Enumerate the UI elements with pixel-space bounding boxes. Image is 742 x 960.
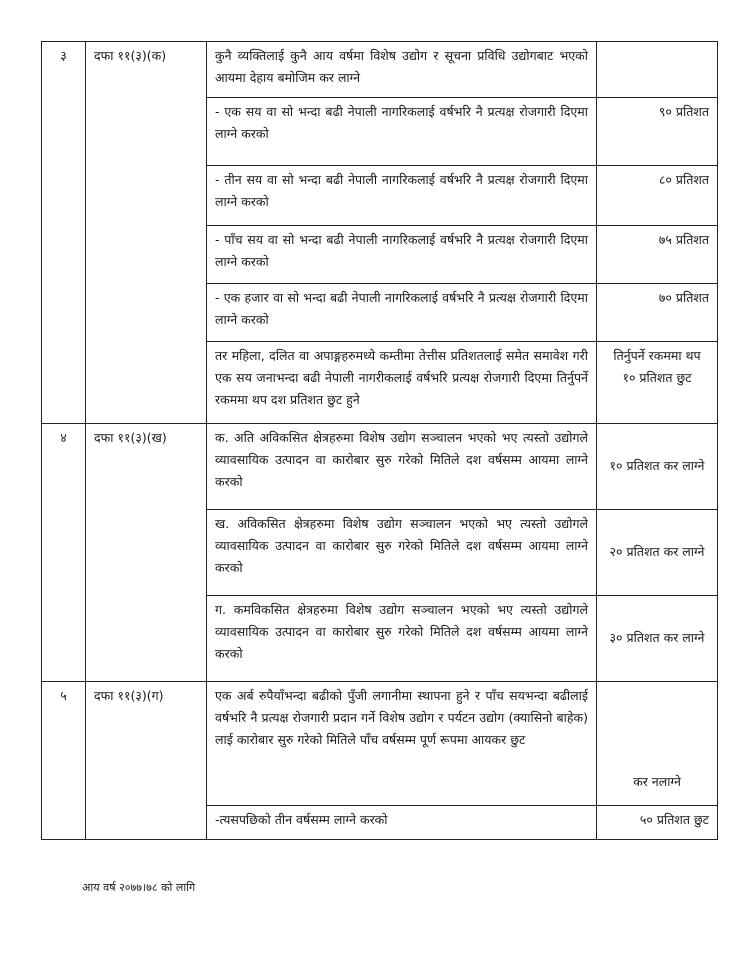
provision-text: ख. अविकसित क्षेत्रहरुमा विशेष उद्योग सञ्चालन भएको भए त्यस्तो उद्योगले व्यावसायिक उत्पादन वा कारोबार सुरु गरेको मितिले दश वर्षसम्म आयमा लाग्ने करको bbox=[207, 510, 597, 596]
section-reference: दफा ११(३)(ग) bbox=[86, 682, 207, 840]
serial-number: ३ bbox=[42, 42, 86, 424]
table-row bbox=[42, 42, 718, 98]
provision-text: - एक सय वा सो भन्दा बढी नेपाली नागरिकलाई वर्षभरि नै प्रत्यक्ष रोजगारी दिएमा लाग्ने करको bbox=[207, 98, 597, 166]
tax-rate-table bbox=[41, 41, 718, 840]
table-row bbox=[42, 682, 718, 806]
rate-cell: ८० प्रतिशत bbox=[597, 166, 718, 226]
rate-cell: कर नलाग्ने bbox=[597, 682, 718, 806]
rate-cell: ९० प्रतिशत bbox=[597, 98, 718, 166]
rate-cell: ७५ प्रतिशत bbox=[597, 226, 718, 284]
rate-cell bbox=[597, 42, 718, 98]
provision-text: कुनै व्यक्तिलाई कुनै आय वर्षमा विशेष उद्योग र सूचना प्रविधि उद्योगबाट भएको आयमा देहाय बमोजिम कर लाग्ने bbox=[207, 42, 597, 98]
provision-text: - तीन सय वा सो भन्दा बढी नेपाली नागरिकलाई वर्षभरि नै प्रत्यक्ष रोजगारी दिएमा लाग्ने करको bbox=[207, 166, 597, 226]
table-row bbox=[42, 424, 718, 510]
provision-text: क. अति अविकसित क्षेत्रहरुमा विशेष उद्योग सञ्चालन भएको भए त्यस्तो उद्योगले व्यावसायिक उत्पादन वा कारोबार सुरु गरेको मितिले दश वर्षसम्म आयमा लाग्ने करको bbox=[207, 424, 597, 510]
rate-cell: १० प्रतिशत कर लाग्ने bbox=[597, 424, 718, 510]
serial-number: ५ bbox=[42, 682, 86, 840]
section-reference: दफा ११(३)(क) bbox=[86, 42, 207, 424]
serial-number: ४ bbox=[42, 424, 86, 682]
rate-cell: तिर्नुपर्ने रकममा थप १० प्रतिशत छुट bbox=[597, 342, 718, 424]
provision-text: तर महिला, दलित वा अपाङ्गहरुमध्ये कम्तीमा तेत्तीस प्रतिशतलाई समेत समावेश गरी एक सय जनाभन्दा बढी नेपाली नागरीकलाई वर्षभरि प्रत्यक्ष रोजगारी दिएमा तिर्नुपर्ने रकममा थप दश प्रतिशत छुट हुने bbox=[207, 342, 597, 424]
rate-cell: ७० प्रतिशत bbox=[597, 284, 718, 342]
rate-cell: ५० प्रतिशत छुट bbox=[597, 806, 718, 840]
rate-cell: २० प्रतिशत कर लाग्ने bbox=[597, 510, 718, 596]
provision-text: एक अर्ब रुपैयाँभन्दा बढीको पुँजी लगानीमा स्थापना हुने र पाँच सयभन्दा बढीलाई वर्षभरि नै प्रत्यक्ष रोजगारी प्रदान गर्ने विशेष उद्योग र पर्यटन उद्योग (क्यासिनो बाहेक) लाई कारोबार सुरु गरेको मितिले पाँच वर्षसम्म पूर्ण रूपमा आयकर छुट bbox=[207, 682, 597, 806]
provision-text: - एक हजार वा सो भन्दा बढी नेपाली नागरिकलाई वर्षभरि नै प्रत्यक्ष रोजगारी दिएमा लाग्ने करको bbox=[207, 284, 597, 342]
provision-text: ग. कमविकसित क्षेत्रहरुमा विशेष उद्योग सञ्चालन भएको भए त्यस्तो उद्योगले व्यावसायिक उत्पादन वा कारोबार सुरु गरेको मितिले दश वर्षसम्म आयमा लाग्ने करको bbox=[207, 596, 597, 682]
provision-text: -त्यसपछिको तीन वर्षसम्म लाग्ने करको bbox=[207, 806, 597, 840]
fiscal-year-footer: आय वर्ष २०७७।७८ को लागि bbox=[82, 881, 196, 894]
rate-cell: ३० प्रतिशत कर लाग्ने bbox=[597, 596, 718, 682]
provision-text: - पाँच सय वा सो भन्दा बढी नेपाली नागरिकलाई वर्षभरि नै प्रत्यक्ष रोजगारी दिएमा लाग्ने करको bbox=[207, 226, 597, 284]
section-reference: दफा ११(३)(ख) bbox=[86, 424, 207, 682]
